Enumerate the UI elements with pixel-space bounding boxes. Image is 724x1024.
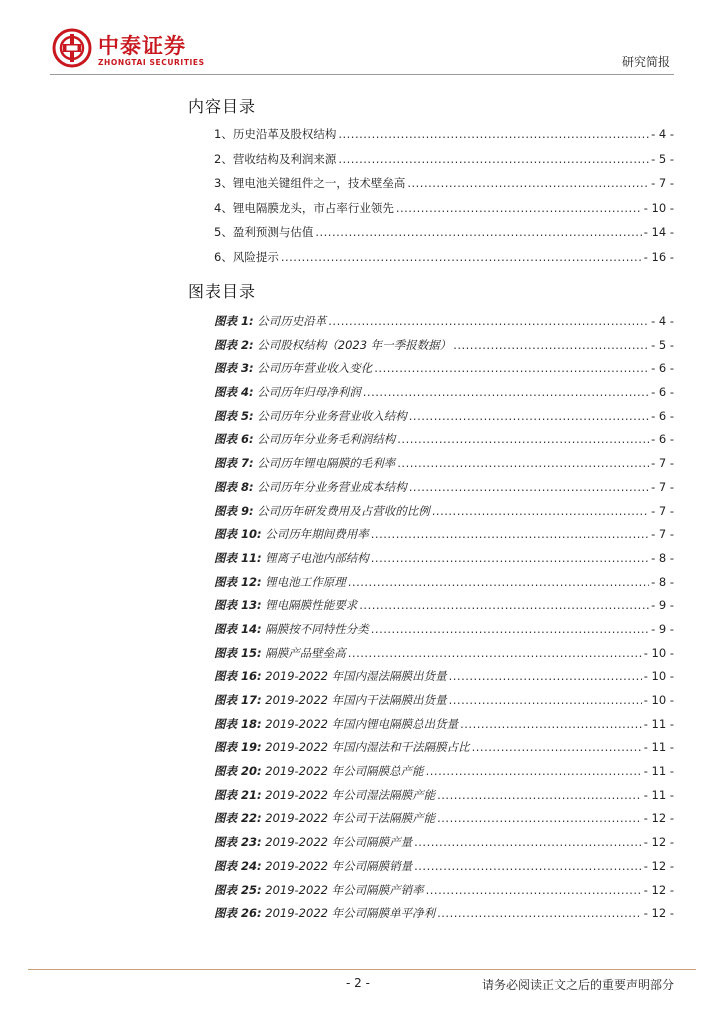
- leader-dots: [281, 250, 642, 264]
- entry-title[interactable]: [214, 384, 361, 400]
- figure-entry[interactable]: [214, 431, 674, 455]
- figure-caption: 公司历年分业务营业收入结构: [253, 408, 407, 423]
- figure-label: 图表 22:: [214, 811, 262, 826]
- entry-title[interactable]: [214, 455, 395, 471]
- entry-page-number: - 10 -: [643, 669, 674, 684]
- contents-title: 内容目录: [188, 97, 257, 116]
- figure-caption: 锂离子电池内部结构: [261, 550, 369, 565]
- entry-title[interactable]: [214, 574, 346, 590]
- toc-entry[interactable]: [214, 224, 674, 249]
- figure-entry[interactable]: [214, 810, 674, 834]
- page-number: - 2 -: [346, 976, 370, 990]
- leader-dots: [432, 504, 649, 518]
- figure-caption: 2019-2022 年公司隔膜产量: [261, 835, 413, 850]
- figure-label: 图表 7:: [214, 456, 254, 471]
- figure-entry[interactable]: [214, 621, 674, 645]
- entry-page-number: - 6 -: [651, 408, 674, 423]
- entry-title[interactable]: [214, 692, 447, 708]
- entry-title[interactable]: 2、营收结构及利润来源: [214, 151, 337, 166]
- entry-title[interactable]: [214, 905, 435, 921]
- figure-label: 图表 23:: [214, 835, 262, 850]
- entry-page-number: - 7 -: [651, 456, 674, 471]
- figure-entry[interactable]: [214, 597, 674, 621]
- toc-entry[interactable]: [214, 200, 674, 225]
- leader-dots: [426, 883, 642, 897]
- figure-caption: 公司历年期间费用率: [261, 527, 369, 542]
- figure-entry[interactable]: [214, 739, 674, 763]
- figure-caption: 隔膜按不同特性分类: [261, 621, 369, 636]
- figure-caption: 2019-2022 年公司隔膜总产能: [261, 764, 424, 779]
- figure-caption: 2019-2022 年公司干法隔膜产能: [261, 811, 436, 826]
- entry-title[interactable]: [214, 526, 369, 542]
- entry-title[interactable]: [214, 621, 369, 637]
- company-logo: [52, 28, 222, 72]
- figure-entry[interactable]: [214, 479, 674, 503]
- leader-dots: [338, 152, 649, 166]
- figure-label: 图表 4:: [214, 385, 254, 400]
- entry-title[interactable]: [214, 360, 372, 376]
- leader-dots: [407, 176, 649, 190]
- figure-entry[interactable]: [214, 337, 674, 361]
- figure-entry[interactable]: [214, 455, 674, 479]
- entry-title[interactable]: [214, 503, 430, 519]
- entry-page-number: - 10 -: [643, 200, 674, 215]
- entry-page-number: - 5 -: [651, 151, 674, 166]
- entry-page-number: - 12 -: [643, 835, 674, 850]
- entry-page-number: - 4 -: [651, 314, 674, 328]
- figure-entry[interactable]: [214, 550, 674, 574]
- leader-dots: [363, 385, 649, 399]
- figure-caption: 隔膜产品壁垒高: [261, 645, 346, 660]
- entry-title[interactable]: 1、历史沿革及股权结构: [214, 127, 337, 141]
- figure-caption: 公司历年营业收入变化: [253, 361, 373, 376]
- figure-entry[interactable]: [214, 882, 674, 906]
- figure-caption: 2019-2022 年公司湿法隔膜产能: [261, 787, 436, 802]
- figure-entry[interactable]: [214, 574, 674, 598]
- entry-page-number: - 6 -: [651, 385, 674, 400]
- figure-label: 图表 15:: [214, 645, 262, 660]
- entry-title[interactable]: 4、锂电隔膜龙头，市占率行业领先: [214, 200, 394, 215]
- contents-list: [214, 126, 674, 273]
- footer-disclaimer: 请务必阅读正文之后的重要声明部分: [481, 978, 674, 992]
- leader-dots: [396, 201, 642, 215]
- figure-caption: 公司历年分业务营业成本结构: [253, 479, 407, 494]
- entry-title[interactable]: 5、盈利预测与估值: [214, 225, 314, 239]
- entry-page-number: - 6 -: [651, 361, 674, 376]
- leader-dots: [371, 551, 649, 565]
- toc-entry[interactable]: [214, 151, 674, 176]
- entry-title[interactable]: 3、锂电池关键组件之一，技术壁垒高: [214, 176, 406, 190]
- entry-page-number: - 14 -: [643, 225, 674, 239]
- entry-title[interactable]: [214, 858, 412, 874]
- figure-label: 图表 8:: [214, 479, 254, 494]
- leader-dots: [359, 598, 649, 612]
- entry-page-number: - 7 -: [651, 503, 674, 518]
- figure-entry[interactable]: [214, 668, 674, 692]
- leader-dots: [409, 480, 649, 494]
- entry-page-number: - 9 -: [651, 598, 674, 613]
- entry-title[interactable]: [214, 716, 458, 732]
- figure-entry[interactable]: [214, 645, 674, 669]
- figure-label: 图表 18:: [214, 716, 262, 731]
- leader-dots: [460, 717, 642, 731]
- leader-dots: [414, 859, 642, 873]
- figure-label: 图表 14:: [214, 621, 262, 636]
- figure-label: 图表 11:: [214, 550, 262, 565]
- toc-entry[interactable]: [214, 126, 674, 151]
- figure-caption: 锂电池工作原理: [261, 574, 346, 589]
- entry-title[interactable]: [214, 645, 346, 661]
- figure-caption: 公司股权结构（2023 年一季报数据）: [253, 337, 452, 352]
- entry-page-number: - 12 -: [643, 906, 674, 921]
- toc-entry[interactable]: [214, 249, 674, 274]
- entry-title[interactable]: [214, 550, 369, 566]
- figure-label: 图表 17:: [214, 693, 262, 707]
- entry-page-number: - 11 -: [643, 787, 674, 802]
- figure-label: 图表 10:: [214, 527, 262, 542]
- figure-caption: 公司历年锂电隔膜的毛利率: [253, 456, 396, 471]
- entry-page-number: - 12 -: [643, 858, 674, 873]
- entry-page-number: - 12 -: [643, 811, 674, 826]
- entry-page-number: - 7 -: [651, 176, 674, 190]
- entry-title[interactable]: 6、风险提示: [214, 249, 279, 264]
- entry-title[interactable]: [214, 739, 470, 755]
- leader-dots: [426, 764, 642, 778]
- figure-caption: 公司历年研发费用及占营收的比例: [253, 503, 430, 518]
- figure-caption: 2019-2022 年公司隔膜产销率: [261, 882, 424, 897]
- entry-page-number: - 7 -: [651, 527, 674, 542]
- leader-dots: [453, 338, 649, 352]
- figure-entry[interactable]: [214, 360, 674, 384]
- figures-title: 图表目录: [188, 282, 257, 301]
- figure-entry[interactable]: [214, 408, 674, 432]
- page-header: [0, 0, 724, 80]
- figure-caption: 2019-2022 年国内湿法隔膜出货量: [261, 669, 447, 684]
- leader-dots: [449, 669, 642, 683]
- figure-entry[interactable]: [214, 716, 674, 740]
- leader-dots: [348, 575, 649, 589]
- entry-title[interactable]: [214, 668, 447, 684]
- figure-label: 图表 2:: [214, 337, 254, 352]
- figure-label: 图表 1:: [214, 314, 254, 328]
- figure-label: 图表 26:: [214, 906, 262, 921]
- leader-dots: [397, 456, 649, 470]
- figure-caption: 2019-2022 年公司隔膜单平净利: [261, 906, 436, 921]
- toc-entry[interactable]: [214, 175, 674, 200]
- entry-page-number: - 8 -: [651, 574, 674, 589]
- figure-entry[interactable]: [214, 526, 674, 550]
- entry-page-number: - 6 -: [651, 432, 674, 447]
- entry-page-number: - 10 -: [643, 693, 674, 707]
- entry-page-number: - 8 -: [651, 550, 674, 565]
- leader-dots: [437, 906, 642, 920]
- figure-entry[interactable]: [214, 834, 674, 858]
- figure-label: 图表 21:: [214, 787, 262, 802]
- logo-english-name: ZHONGTAI SECURITIES: [98, 58, 205, 67]
- entry-page-number: - 9 -: [651, 621, 674, 636]
- entry-page-number: - 11 -: [643, 740, 674, 755]
- leader-dots: [449, 693, 642, 707]
- figures-list: [214, 313, 674, 929]
- figure-entry[interactable]: [214, 503, 674, 527]
- logo-chinese-name: 中泰证券: [98, 34, 186, 58]
- figure-entry[interactable]: [214, 384, 674, 408]
- leader-dots: [397, 432, 649, 446]
- header-divider: [50, 74, 674, 75]
- entry-title[interactable]: [214, 810, 435, 826]
- entry-title[interactable]: [214, 431, 395, 447]
- footer-divider: [28, 969, 696, 970]
- report-type: 研究简报: [621, 55, 670, 69]
- leader-dots: [371, 622, 649, 636]
- figure-entry[interactable]: [214, 763, 674, 787]
- entry-page-number: - 10 -: [643, 645, 674, 660]
- leader-dots: [409, 409, 649, 423]
- figure-caption: 公司历年归母净利润: [253, 385, 361, 400]
- leader-dots: [315, 225, 641, 239]
- figure-entry[interactable]: [214, 787, 674, 811]
- entry-title[interactable]: [214, 787, 435, 803]
- entry-page-number: - 12 -: [643, 882, 674, 897]
- figure-caption: 公司历年分业务毛利润结构: [253, 432, 396, 447]
- leader-dots: [338, 127, 649, 141]
- entry-title[interactable]: [214, 337, 451, 353]
- entry-title[interactable]: [214, 882, 424, 898]
- figure-label: 图表 5:: [214, 408, 254, 423]
- leader-dots: [414, 835, 642, 849]
- entry-title[interactable]: [214, 834, 412, 850]
- figure-caption: 2019-2022 年国内干法隔膜出货量: [261, 693, 447, 707]
- figure-entry[interactable]: [214, 905, 674, 929]
- figure-label: 图表 6:: [214, 432, 254, 447]
- entry-title[interactable]: [214, 313, 326, 329]
- figure-caption: 2019-2022 年国内锂电隔膜总出货量: [261, 716, 459, 731]
- figure-caption: 公司历史沿革: [253, 314, 327, 328]
- entry-title[interactable]: [214, 763, 424, 779]
- figure-label: 图表 19:: [214, 740, 262, 755]
- entry-page-number: - 16 -: [643, 249, 674, 264]
- figure-caption: 2019-2022 年国内湿法和干法隔膜占比: [261, 740, 470, 755]
- leader-dots: [437, 788, 642, 802]
- figure-label: 图表 3:: [214, 361, 254, 376]
- figure-label: 图表 13:: [214, 598, 262, 613]
- figure-entry[interactable]: [214, 313, 674, 337]
- figure-caption: 2019-2022 年公司隔膜销量: [261, 858, 413, 873]
- leader-dots: [472, 740, 642, 754]
- entry-page-number: - 4 -: [651, 127, 674, 141]
- entry-page-number: - 5 -: [651, 337, 674, 352]
- figure-label: 图表 16:: [214, 669, 262, 684]
- figure-label: 图表 9:: [214, 503, 254, 518]
- figure-label: 图表 12:: [214, 574, 262, 589]
- figure-entry[interactable]: [214, 692, 674, 716]
- leader-dots: [348, 646, 642, 660]
- entry-title[interactable]: [214, 408, 407, 424]
- entry-title[interactable]: [214, 597, 357, 613]
- entry-page-number: - 7 -: [651, 479, 674, 494]
- leader-dots: [437, 811, 642, 825]
- entry-page-number: - 11 -: [643, 716, 674, 731]
- figure-label: 图表 25:: [214, 882, 262, 897]
- entry-title[interactable]: [214, 479, 407, 495]
- figure-caption: 锂电隔膜性能要求: [261, 598, 358, 613]
- leader-dots: [374, 361, 649, 375]
- leader-dots: [328, 314, 649, 328]
- leader-dots: [371, 527, 649, 541]
- figure-label: 图表 20:: [214, 764, 262, 779]
- figure-entry[interactable]: [214, 858, 674, 882]
- entry-page-number: - 11 -: [643, 764, 674, 779]
- zhongtai-logo-icon: [52, 28, 92, 68]
- figure-label: 图表 24:: [214, 858, 262, 873]
